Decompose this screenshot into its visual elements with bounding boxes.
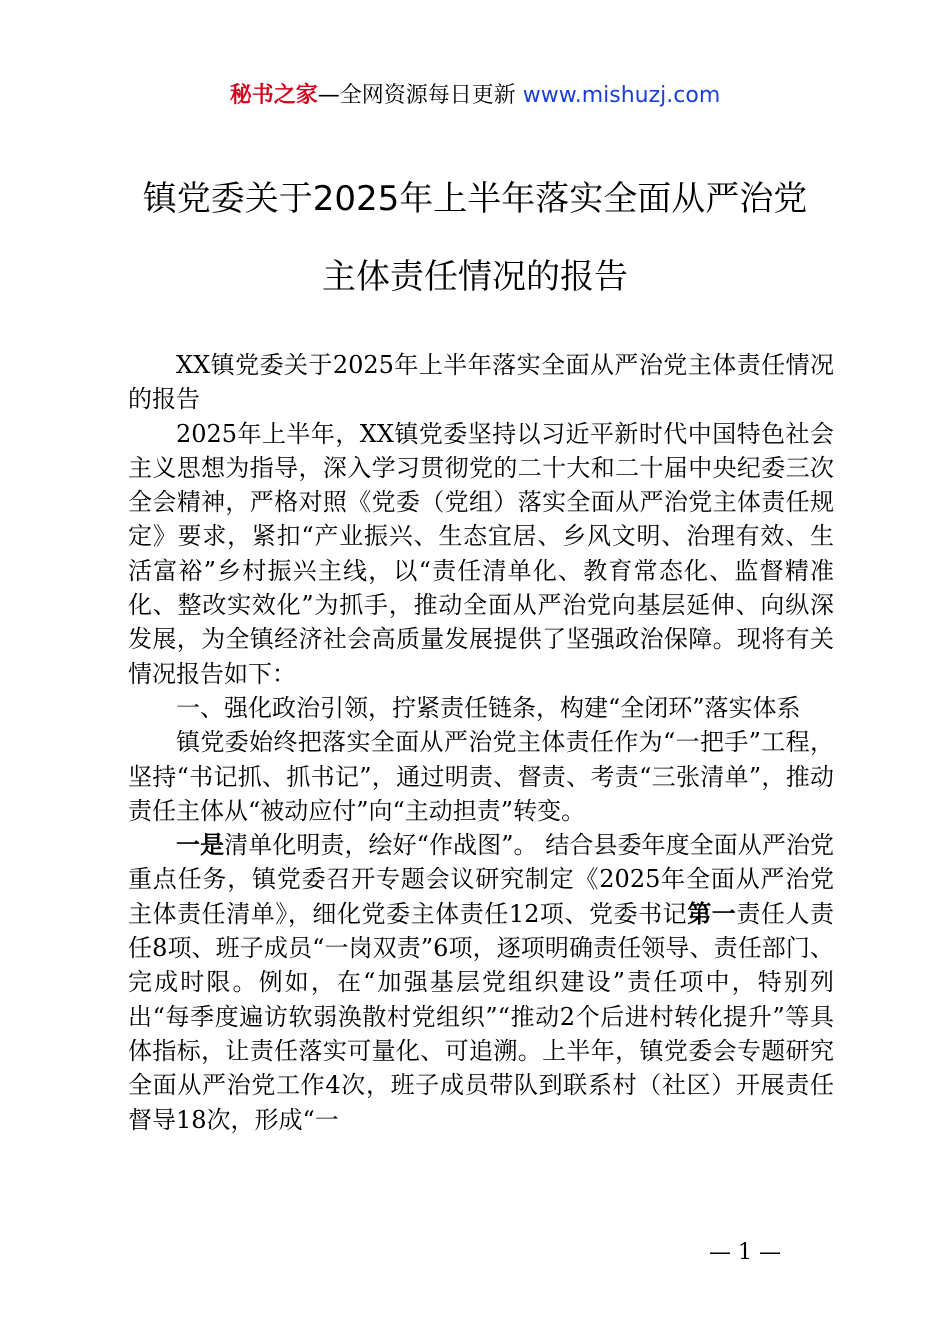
title-line-1: 镇党委关于2025年上半年落实全面从严治党 — [142, 179, 808, 219]
site-header — [0, 80, 950, 112]
page-number: — 1 — — [709, 1240, 781, 1265]
title-line-2: 主体责任情况的报告 — [322, 257, 628, 297]
item-text-part-2: 责任人责任8项、班子成员“一岗双责”6项，逐项明确责任领导、责任部门、完成时限。例如，在“加强基层党组织建设”责任项中，特别列出“每季度遍访软弱涣散村党组织”“推动2个后进村转化提升”等具体指标，让责任落实可量化、可追溯。上半年，镇党委会专题研究全面从严治党工作4次，班子成员带队到联系村（社区）开展责任督导18次，形成“一 — [128, 899, 834, 1134]
item-mid-bold: 第一 — [687, 898, 737, 928]
paragraph-section-1: 镇党委始终把落实全面从严治党主体责任作为“一把手”工程，坚持“书记抓、抓书记”，通过明责、督责、考责“三张清单”，推动责任主体从“被动应付”向“主动担责”转变。 — [128, 728, 834, 825]
paragraph-subtitle: XX镇党委关于2025年上半年落实全面从严治党主体责任情况的报告 — [128, 351, 834, 414]
item-text-part-1: 清单化明责，绘好“作战图”。 结合县委年度全面从严治党重点任务，镇党委召开专题会议研究制定《2025年全面从严治党主体责任清单》，细化党委主体责任12项、党委书记 — [128, 831, 835, 928]
paragraph-intro: 2025年上半年，XX镇党委坚持以习近平新时代中国特色社会主义思想为指导，深入学习贯彻党的二十大和二十届中央纪委三次全会精神，严格对照《党委（党组）落实全面从严治党主体责任规定》要求，紧扣“产业振兴、生态宜居、乡风文明、治理有效、生活富裕”乡村振兴主线，以“责任清单化、教育常态化、监督精准化、整改实效化”为抓手，推动全面从严治党向基层延伸、向纵深发展，为全镇经济社会高质量发展提供了坚强政治保障。现将有关情况报告如下： — [128, 419, 834, 688]
document-body — [128, 348, 834, 1137]
site-tagline: —全网资源每日更新 — [317, 83, 516, 108]
site-brand: 秘书之家 — [229, 83, 318, 108]
item-lead-bold: 一是 — [176, 830, 225, 860]
section-heading-1: 一、强化政治引领，拧紧责任链条，构建“全闭环”落实体系 — [176, 693, 801, 722]
site-url-link[interactable]: www.mishuzj.com — [522, 83, 721, 108]
document-title — [0, 160, 950, 316]
paragraph-item-1 — [128, 828, 834, 1137]
